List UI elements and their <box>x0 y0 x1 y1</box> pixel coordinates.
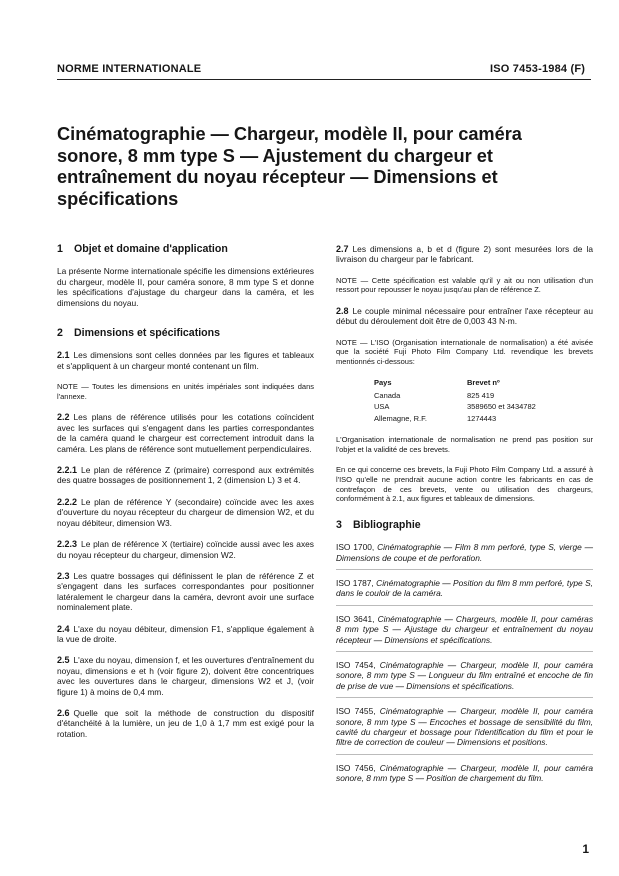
note-imperial: NOTE — Toutes les dimensions en unités impériales sont indiquées dans l'annexe. <box>57 382 314 401</box>
patents-header-patent: Brevet nº <box>467 377 500 387</box>
document-title: Cinématographie — Chargeur, modèle II, pour caméra sonore, 8 mm type S — Ajustement du chargeur et entraînement du noyau récepteur — Dimensions et spécifications <box>57 124 522 209</box>
header-left: NORME INTERNATIONALE <box>57 63 202 75</box>
clause-2-4: 2.4 L'axe du noyau débiteur, dimension F1, s'applique également à la vue de droite. <box>57 623 314 644</box>
note-fuji-assurance: En ce qui concerne ces brevets, la Fuji Photo Film Company Ltd. a assuré à l'ISO qu'elle ne prendrait aucune action contre les fabricants en cas de contrefaçon de ces brevets, vente ou utilisation des chargeurs, conformément à 2.1, aux figures et tableaux de dimensions. <box>336 465 593 504</box>
patent-number: 3589650 et 3434782 <box>467 402 536 412</box>
clause-2-6: 2.6 Quelle que soit la méthode de construction du dispositif d'étanchéité à la lumière, un jeu de 1,0 à 1,7 mm est exigé pour la rotation. <box>57 707 314 739</box>
clause-2-1: 2.1 Les dimensions sont celles données par les figures et tableaux et s'appliquent à un chargeur monté contenant un film. <box>57 350 314 371</box>
patents-header-row <box>374 378 536 391</box>
patents-table <box>374 378 536 426</box>
clause-2-2-2: 2.2.2 Le plan de référence Y (secondaire) coïncide avec les axes d'ouverture du noyau récepteur du chargeur de dimension W2, et du noyau débiteur, dimension W3. <box>57 496 314 528</box>
section-1-text: La présente Norme internationale spécifie les dimensions extérieures du chargeur, modèle II, pour caméra sonore, 8 mm type S et donne les spécifications d'ajustage du chargeur dans la caméra, et les dimensions du noyau. <box>57 266 314 308</box>
clause-2-2: 2.2 Les plans de référence utilisés pour les cotations coïncident avec les surfaces qui s'engagent dans les parties correspondantes de la caméra quand le chargeur est correctement introduit dans la caméra. Les plans de référence sont mutuellement perpendiculaires. <box>57 412 314 454</box>
clause-2-5: 2.5 L'axe du noyau, dimension f, et les ouvertures d'entraînement du noyau, dimensions e et h (voir figure 2), doivent être concentriques avec les ouvertures dans le chargeur, dimensions W2 et J, (voir figure 1) à moins de 0,4 mm. <box>57 655 314 697</box>
list-item: ISO 7456, Cinématographie — Chargeur, modèle II, pour caméra sonore, 8 mm type S — Position de chargement du film. <box>336 762 593 784</box>
patent-country: USA <box>374 402 390 412</box>
clause-2-2-3: 2.2.3 Le plan de référence X (tertiaire) coïncide aussi avec les axes du noyau récepteur du chargeur, dimension W2. <box>57 539 314 560</box>
patents-header-country: Pays <box>374 377 392 387</box>
clause-2-2-1: 2.2.1 Le plan de référence Z (primaire) correspond aux extrémités des quatre bossages de positionnement 1, 2 (dimension L) 3 et 4. <box>57 465 314 486</box>
note-validity: L'Organisation internationale de normalisation ne prend pas position sur l'objet et la validité de ces brevets. <box>336 435 593 454</box>
patent-number: 825 419 <box>467 391 495 400</box>
page-number: 1 <box>582 842 589 856</box>
note-patents: NOTE — L'ISO (Organisation internationale de normalisation) a été avisée que la société Fuji Photo Film Company Ltd. revendique les brevets mentionnés ci-dessous: <box>336 337 593 366</box>
list-item: ISO 1700, Cinématographie — Film 8 mm perforé, type S, vierge — Dimensions de coupe et de perforation. <box>336 542 593 570</box>
table-row <box>374 391 536 402</box>
list-item: ISO 1787, Cinématographie — Position du film 8 mm perforé, type S, dans le couloir de la caméra. <box>336 578 593 606</box>
left-column <box>57 244 314 750</box>
clause-2-8: 2.8 Le couple minimal nécessaire pour entraîner l'axe récepteur au début du déroulement doit être de 0,003 43 N·m. <box>336 306 593 327</box>
right-column <box>336 244 593 798</box>
patent-country: Allemagne, R.F. <box>374 413 427 423</box>
note-spring: NOTE — Cette spécification est valable qu'il y ait ou non utilisation d'un ressort pour repousser le noyau jusqu'au plan de référence Z. <box>336 275 593 295</box>
table-row <box>374 402 536 413</box>
list-item: ISO 7454, Cinématographie — Chargeur, modèle II, pour caméra sonore, 8 mm type S — Longueur du film entraîné et encoche de fin de prise de vue — Dimensions et spécifications. <box>336 660 593 698</box>
list-item: ISO 7455, Cinématographie — Chargeur, modèle II, pour caméra sonore, 8 mm type S — Encoches et bossage de sensibilité du film, cavité du chargeur et bossage pour l'identification du film et pour le filtre de correction de couleur — Dimensions et positions. <box>336 706 593 755</box>
section-2-heading: 2 Dimensions et spécifications <box>57 327 221 340</box>
header-right: ISO 7453-1984 (F) <box>490 63 586 75</box>
bibliography-list <box>336 542 593 790</box>
list-item: ISO 3641, Cinématographie — Chargeurs, modèle II, pour caméras 8 mm type S — Ajustage du chargeur et entraînement du noyau récepteur — Dimensions et spécifications. <box>336 614 593 652</box>
section-1-heading: 1 Objet et domaine d'application <box>57 243 228 255</box>
patent-country: Canada <box>374 391 401 400</box>
clause-2-3: 2.3 Les quatre bossages qui définissent le plan de référence Z et s'engagent dans les surfaces correspondantes pour positionner latéralement le chargeur dans la caméra, devront avoir une surface nominalement plate. <box>57 570 314 613</box>
patent-number: 1274443 <box>467 413 497 423</box>
clause-2-7: 2.7 Les dimensions a, b et d (figure 2) sont mesurées lors de la livraison du chargeur par le fabricant. <box>336 244 593 265</box>
header-rule <box>57 79 591 80</box>
table-row <box>374 414 536 425</box>
section-3-heading: 3 Bibliographie <box>336 518 421 531</box>
